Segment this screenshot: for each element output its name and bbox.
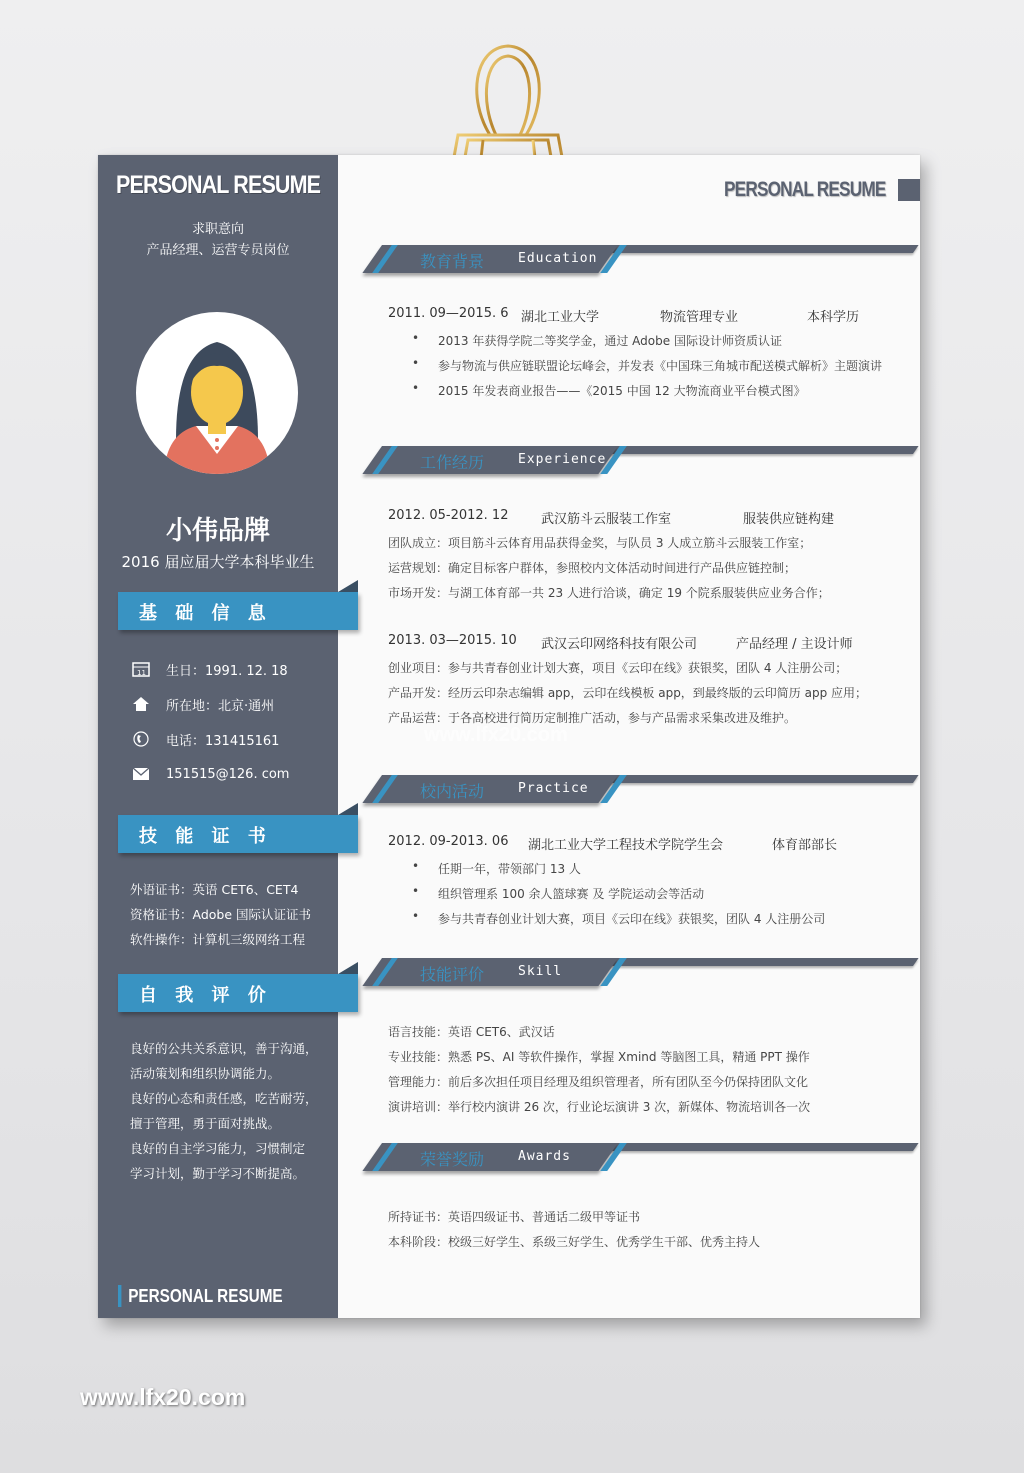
job-line: 运营规划：确定目标客户群体，参照校内文体活动时间进行产品供应链控制；: [388, 561, 797, 575]
practice-bullet: 任期一年，带领部门 13 人: [438, 862, 581, 876]
section-education: [378, 245, 918, 285]
job-intention-label: 求职意向: [191, 222, 244, 237]
edu-period: 2011. 09—2015. 6: [388, 306, 509, 321]
job-company: 武汉筋斗云服装工作室: [541, 512, 672, 527]
skill-item: 外语证书：英语 CET6、CET4: [130, 882, 299, 897]
svg-text:11: 11: [137, 669, 146, 677]
section-experience: [378, 446, 918, 486]
skill-line: 语言技能：英语 CET6、武汉话: [388, 1025, 555, 1039]
self-eval-line: 良好的自主学习能力，习惯制定: [130, 1141, 306, 1156]
bullet-icon: •: [412, 884, 420, 898]
watermark-center: www.lfx20.com: [424, 724, 568, 746]
section-title-cn: 教育背景: [420, 252, 485, 271]
section-title-en: Practice: [518, 781, 589, 796]
job-line: 产品开发：经历云印杂志编辑 app，云印在线模板 app，到最终版的云印简历 app 应用；: [388, 686, 868, 700]
job-line: 团队成立：项目筋斗云体育用品获得金奖，与队员 3 人成立筋斗云服装工作室；: [388, 536, 812, 550]
skill-line: 管理能力：前后多次担任项目经理及组织管理者，所有团队至今仍保持团队文化: [388, 1075, 809, 1089]
practice-org: 湖北工业大学工程技术学院学生会: [528, 838, 724, 853]
self-eval-line: 良好的公共关系意识，善于沟通，: [130, 1041, 318, 1056]
practice-bullet: 参与共青春创业计划大赛，项目《云印在线》获银奖，团队 4 人注册公司: [438, 912, 826, 926]
sidebar-title: PERSONAL RESUME: [116, 171, 321, 199]
calendar-icon: [130, 661, 152, 677]
section-skill: [378, 958, 918, 998]
home-icon: [130, 696, 152, 712]
skill-line: 演讲培训：举行校内演讲 26 次，行业论坛演讲 3 次，新媒体、物流培训各一次: [388, 1100, 811, 1114]
edu-degree: 本科学历: [807, 310, 860, 325]
title-accent-block: [898, 179, 920, 201]
skill-line: 专业技能：熟悉 PS、AI 等软件操作，掌握 Xmind 等脑图工具，精通 PPT 操作: [388, 1050, 810, 1064]
skill-item: 软件操作：计算机三级网络工程: [130, 932, 306, 947]
watermark-bottom: www.lfx20.com: [80, 1384, 246, 1410]
section-title-en: Awards: [518, 1149, 571, 1164]
section-title-en: Skill: [518, 964, 563, 979]
practice-role: 体育部部长: [772, 838, 838, 853]
resume-sheet: [98, 155, 920, 1318]
section-practice: [378, 775, 918, 815]
bullet-icon: •: [412, 356, 420, 370]
job-line: 创业项目：参与共青春创业计划大赛，项目《云印在线》获银奖，团队 4 人注册公司；: [388, 661, 848, 675]
basic-info-banner: [118, 592, 358, 630]
self-eval-line: 良好的心态和责任感，吃苦耐劳，: [130, 1091, 318, 1106]
skills-list: [130, 877, 311, 952]
job-company: 武汉云印网络科技有限公司: [541, 637, 698, 652]
bullet-icon: •: [412, 909, 420, 923]
avatar-woman-icon: [136, 312, 298, 474]
section-title-cn: 荣誉奖励: [420, 1150, 485, 1169]
self-eval-text: [130, 1036, 318, 1186]
sidebar: [98, 155, 338, 1318]
skills-heading: 技 能 证 书: [139, 826, 272, 847]
job-line: 产品运营：于各高校进行简历定制推广活动，参与产品需求采集改进及维护。: [388, 711, 797, 725]
main-title: PERSONAL RESUME: [724, 178, 886, 201]
birthday-text: 生日：1991. 12. 18: [166, 663, 288, 679]
skill-item: 资格证书：Adobe 国际认证证书: [130, 907, 312, 922]
self-eval-line: 活动策划和组织协调能力。: [130, 1066, 281, 1081]
edu-bullet: 2015 年发表商业报告——《2015 中国 12 大物流商业平台模式图》: [438, 384, 806, 398]
email-text: 151515@126. com: [166, 766, 290, 782]
edu-major: 物流管理专业: [660, 310, 739, 325]
edu-bullet: 2013 年获得学院二等奖学金，通过 Adobe 国际设计师资质认证: [438, 334, 782, 348]
envelope-icon: [130, 767, 152, 781]
phone-row: [130, 728, 279, 750]
section-title-en: Experience: [518, 452, 607, 467]
practice-period: 2012. 09-2013. 06: [388, 834, 509, 849]
award-line: 所持证书：英语四级证书、普通话二级甲等证书: [388, 1210, 641, 1224]
bullet-icon: •: [412, 381, 420, 395]
job-period: 2012. 05-2012. 12: [388, 508, 509, 523]
sidebar-footer-title: PERSONAL RESUME: [118, 1285, 283, 1307]
job-intention-value: 产品经理、运营专员岗位: [146, 243, 290, 258]
job-period: 2013. 03—2015. 10: [388, 633, 517, 648]
section-title-cn: 校内活动: [420, 782, 485, 801]
self-eval-heading: 自 我 评 价: [139, 985, 272, 1006]
practice-bullet: 组织管理系 100 余人篮球赛 及 学院运动会等活动: [438, 887, 705, 901]
avatar: [136, 312, 298, 474]
self-eval-line: 学习计划，勤于学习不断提高。: [130, 1166, 306, 1181]
section-title-cn: 技能评价: [420, 965, 485, 984]
section-awards: [378, 1143, 918, 1183]
edu-school: 湖北工业大学: [521, 310, 600, 325]
location-row: [130, 693, 274, 715]
birthday-row: [130, 658, 288, 680]
bullet-icon: •: [412, 859, 420, 873]
skills-banner: [118, 815, 358, 853]
edu-bullet: 参与物流与供应链联盟论坛峰会，并发表《中国珠三角城市配送模式解析》主题演讲: [438, 359, 883, 373]
bullet-icon: •: [412, 331, 420, 345]
job-role: 产品经理 / 主设计师: [736, 637, 853, 652]
candidate-subtitle: 2016 届应届大学本科毕业生: [121, 553, 315, 571]
phone-text: 电话：131415161: [166, 733, 280, 749]
location-text: 所在地：北京·通州: [166, 698, 275, 714]
phone-icon: [130, 731, 152, 747]
candidate-name: 小伟品牌: [165, 516, 270, 546]
award-line: 本科阶段：校级三好学生、系级三好学生、优秀学生干部、优秀主持人: [388, 1235, 761, 1249]
self-eval-line: 擅于管理，勇于面对挑战。: [130, 1116, 281, 1131]
self-eval-banner: [118, 974, 358, 1012]
basic-info-heading: 基 础 信 息: [139, 603, 272, 624]
email-row: [130, 763, 289, 785]
job-role: 服装供应链构建: [743, 512, 835, 527]
section-title-en: Education: [518, 251, 598, 266]
section-title-cn: 工作经历: [420, 453, 485, 472]
job-line: 市场开发：与湖工体育部一共 23 人进行洽谈，确定 19 个院系服装供应业务合作；: [388, 586, 830, 600]
